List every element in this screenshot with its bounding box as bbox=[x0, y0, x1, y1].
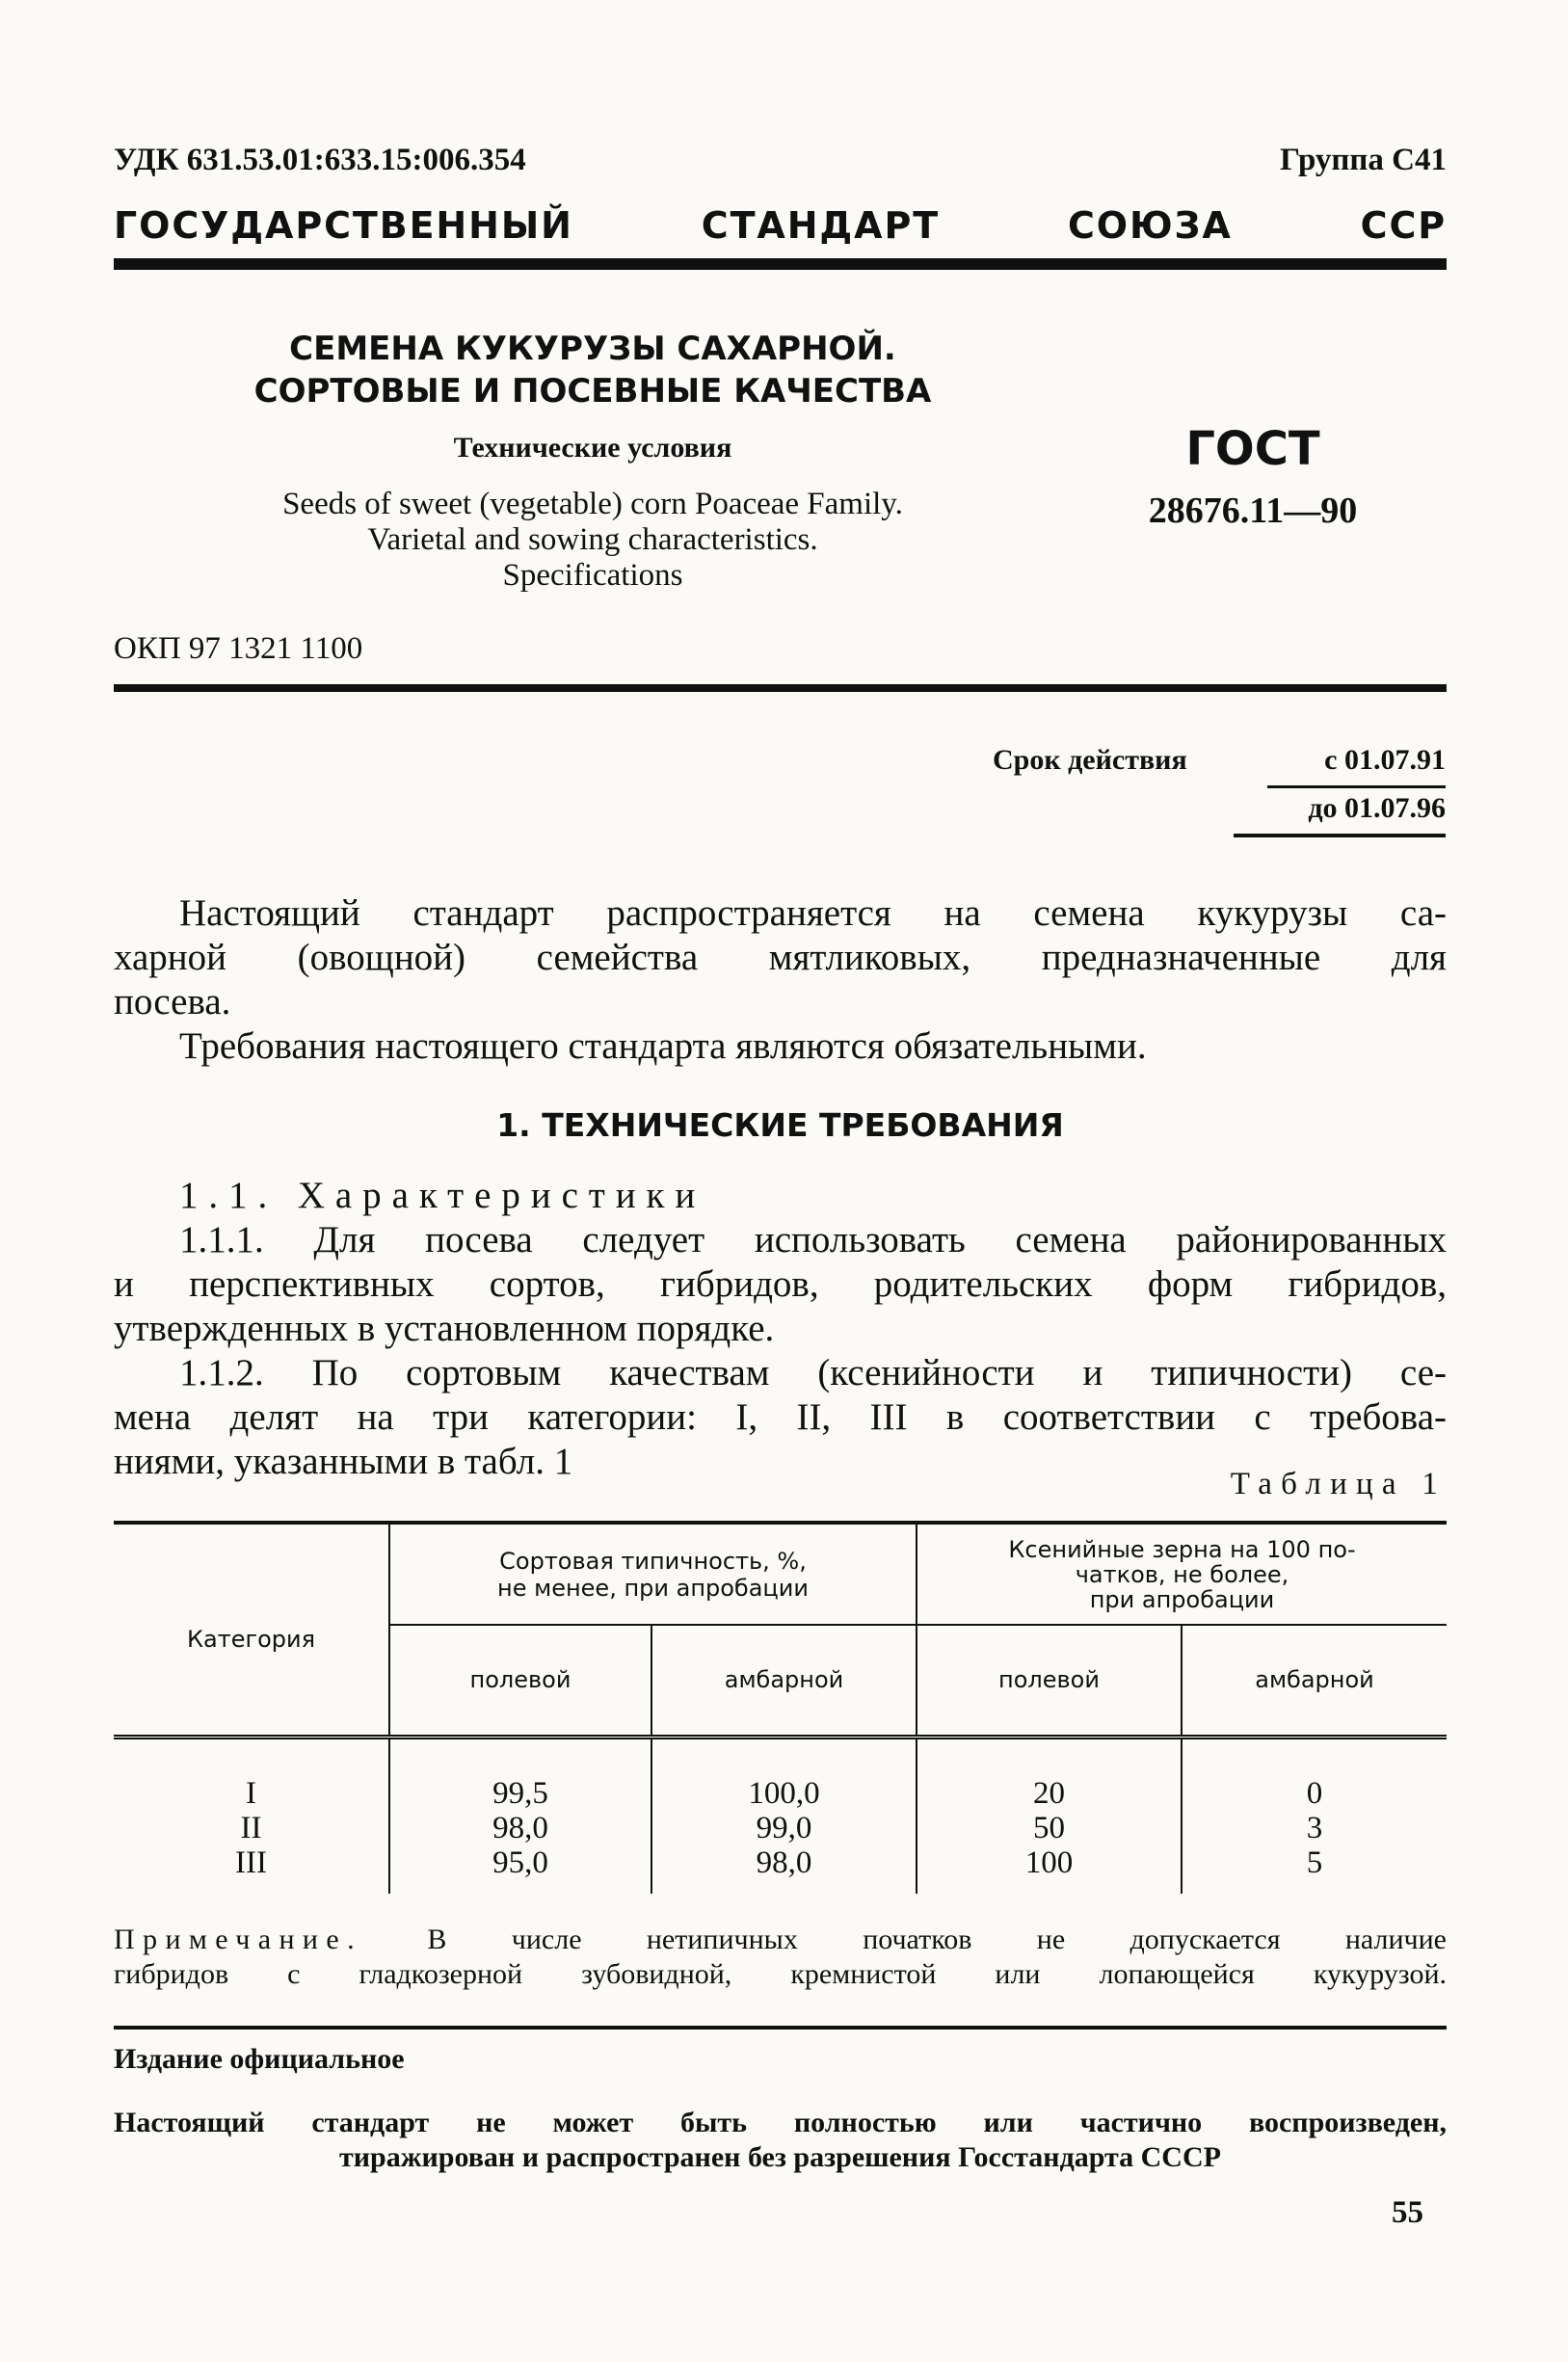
table-row bbox=[114, 1737, 1447, 1811]
header-xen-barn: амбарной bbox=[1182, 1625, 1447, 1737]
title-line-2: СОРТОВЫЕ И ПОСЕВНЫЕ КАЧЕСТВА bbox=[253, 372, 932, 411]
cell-xen-field: 50 bbox=[917, 1811, 1182, 1845]
p112-line-3: ниями, указанными в табл. 1 bbox=[114, 1441, 573, 1482]
english-title bbox=[135, 487, 1050, 594]
group-code: Группа С41 bbox=[1280, 143, 1447, 177]
validity-rule-1 bbox=[1267, 785, 1446, 788]
cell-typ-barn: 98,0 bbox=[651, 1845, 917, 1894]
english-title-line-1: Seeds of sweet (vegetable) corn Poaceae Family. bbox=[282, 487, 903, 521]
table-caption: Таблица 1 bbox=[1230, 1467, 1447, 1501]
header-xenia bbox=[917, 1523, 1447, 1625]
notice-line-1: Настоящий стандарт не может быть полностью или частично воспроизведен, bbox=[114, 2107, 1447, 2138]
p111-line-1: 1.1.1. Для посева следует использовать семена районированных bbox=[179, 1219, 1447, 1261]
header-typicality-line-2: не менее, при апробации bbox=[497, 1574, 809, 1602]
table-header-row-1 bbox=[114, 1523, 1447, 1625]
english-title-line-3: Specifications bbox=[502, 558, 683, 593]
subtitle: Технические условия bbox=[453, 432, 732, 464]
intro-paragraph bbox=[114, 891, 1447, 1069]
intro-mandatory: Требования настоящего стандарта являются обязательными. bbox=[179, 1025, 1147, 1067]
table-row bbox=[114, 1845, 1447, 1894]
header-xenia-line-2: чатков, не более, bbox=[1075, 1560, 1289, 1588]
header-xenia-line-3: при апробации bbox=[1089, 1585, 1275, 1613]
note-label: Примечание. bbox=[114, 1924, 363, 1955]
table-1 bbox=[114, 1521, 1447, 1894]
udk-code: УДК 631.53.01:633.15:006.354 bbox=[114, 143, 526, 177]
intro-line-1: Настоящий стандарт распространяется на семена кукурузы са- bbox=[179, 892, 1447, 934]
note-line-1 bbox=[114, 1923, 1447, 1957]
validity-label: Срок действия bbox=[993, 744, 1187, 776]
table-note bbox=[114, 1923, 1447, 1992]
footer-rule bbox=[114, 2026, 1447, 2030]
title-line-1: СЕМЕНА КУКУРУЗЫ САХАРНОЙ. bbox=[289, 330, 896, 368]
p112-line-2: мена делят на три категории: I, II, III в соответствии с требова- bbox=[114, 1396, 1447, 1438]
copyright-notice bbox=[114, 2106, 1447, 2175]
edition-label: Издание официальное bbox=[114, 2043, 405, 2075]
intro-line-2: харной (овощной) семейства мятликовых, предназначенные для bbox=[114, 937, 1447, 978]
cell-typ-field: 99,5 bbox=[389, 1737, 651, 1811]
cell-xen-field: 100 bbox=[917, 1845, 1182, 1894]
validity-rule-2 bbox=[1234, 834, 1446, 837]
title-thick-rule bbox=[114, 684, 1447, 692]
gost-label: ГОСТ bbox=[1185, 422, 1320, 476]
p112-line-1: 1.1.2. По сортовым качествам (ксенийности и типичности) се- bbox=[179, 1352, 1447, 1393]
cell-category: I bbox=[114, 1737, 389, 1811]
p111-line-3: утвержденных в установленном порядке. bbox=[114, 1308, 775, 1349]
notice-line-2: тиражирован и распространен без разрешения Госстандарта СССР bbox=[339, 2141, 1221, 2173]
cell-category: II bbox=[114, 1811, 389, 1845]
page-number: 55 bbox=[1392, 2195, 1423, 2230]
p111-line-2: и перспективных сортов, гибридов, родительских форм гибридов, bbox=[114, 1263, 1447, 1305]
header-thick-rule bbox=[114, 258, 1447, 270]
cell-typ-field: 95,0 bbox=[389, 1845, 651, 1894]
section-body bbox=[114, 1174, 1447, 1484]
cell-category: III bbox=[114, 1845, 389, 1894]
cell-xen-field: 20 bbox=[917, 1737, 1182, 1811]
cell-typ-field: 98,0 bbox=[389, 1811, 651, 1845]
header-typicality-line-1: Сортовая типичность, %, bbox=[499, 1547, 807, 1575]
header-typ-barn: амбарной bbox=[651, 1625, 917, 1737]
cell-typ-barn: 100,0 bbox=[651, 1737, 917, 1811]
okp-code: ОКП 97 1321 1100 bbox=[114, 631, 363, 666]
header-xenia-line-1: Ксенийные зерна на 100 по- bbox=[1008, 1535, 1356, 1563]
intro-line-3: посева. bbox=[114, 981, 231, 1022]
header-category: Категория bbox=[114, 1523, 389, 1737]
table-row bbox=[114, 1811, 1447, 1845]
validity-from: с 01.07.91 bbox=[1324, 744, 1446, 776]
cell-xen-barn: 5 bbox=[1306, 1844, 1323, 1880]
cell-typ-barn: 99,0 bbox=[651, 1811, 917, 1845]
note-text: В числе нетипичных початков не допускается наличие bbox=[427, 1924, 1447, 1955]
validity-to: до 01.07.96 bbox=[1308, 792, 1446, 824]
header-typ-field: полевой bbox=[389, 1625, 651, 1737]
cell-xen-barn: 3 bbox=[1306, 1810, 1323, 1845]
english-title-line-2: Varietal and sowing characteristics. bbox=[367, 522, 818, 557]
cell-xen-barn: 0 bbox=[1306, 1775, 1323, 1811]
page-title bbox=[193, 328, 993, 412]
subsection-heading: 1.1. Характеристики bbox=[179, 1175, 706, 1216]
note-line-2: гибридов с гладкозерной зубовидной, кремнистой или лопающейся кукурузой. bbox=[114, 1958, 1447, 1990]
gost-number: 28676.11—90 bbox=[1148, 491, 1358, 531]
header-typicality bbox=[389, 1523, 917, 1625]
header-xen-field: полевой bbox=[917, 1625, 1182, 1737]
state-standard-banner: ГОСУДАРСТВЕННЫЙ СТАНДАРТ СОЮЗА ССР bbox=[114, 204, 1447, 247]
section-heading: 1. ТЕХНИЧЕСКИЕ ТРЕБОВАНИЯ bbox=[496, 1106, 1064, 1144]
